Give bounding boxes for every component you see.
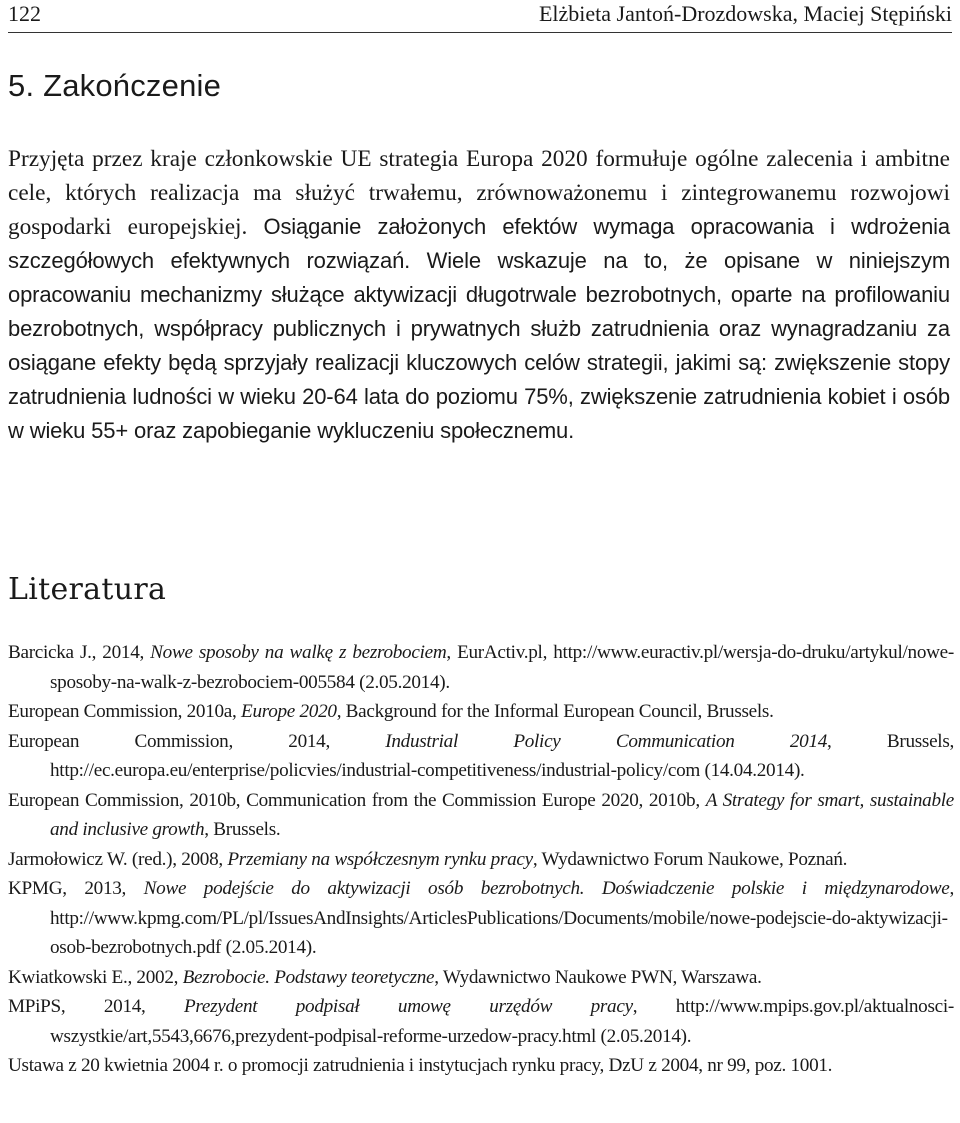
literature-heading: Literatura <box>8 572 167 607</box>
paragraph-text-part2: Osiąganie założonych efektów wymaga opracowania i wdrożenia szczegółowych efektywnych rozwiązań. Wiele wskazuje na to, że opisane w niniejszym opracowaniu mechanizmy służące aktywizacji długotrwale bezrobotnych, oparte na profilowaniu bezrobotnych, współpracy publicznych i prywatnych służb zatrudnienia oraz wynagradzaniu za osiągane efekty będą sprzyjały realizacji kluczowych celów strategii, jakimi są: zwiększenie stopy zatrudnienia ludności w wieku 20-64 lata do poziomu 75%, zwiększenie zatrudnienia kobiet i osób w wieku 55+ oraz zapobieganie wykluczeniu społecznemu. <box>8 214 950 443</box>
reference-item: KPMG, 2013, Nowe podejście do aktywizacji osób bezrobotnych. Doświadczenie polskie i międzynarodowe, http://www.kpmg.com/PL/pl/IssuesAndInsights/ArticlesPublications/Documents/mobile/nowe-podejscie-do-aktywizacji-osob-bezrobotnych.pdf (2.05.2014). <box>8 878 954 958</box>
conclusion-paragraph <box>8 142 950 448</box>
reference-item: European Commission, 2010a, Europe 2020, Background for the Informal European Council, Brussels. <box>8 701 774 722</box>
paragraph-text-part1: Przyjęta przez kraje członkowskie UE strategia Europa 2020 formułuje ogólne zalecenia i ambitne cele, których realizacja ma służyć trwałemu, zrównoważonemu i zintegrowanemu rozwojowi gospodarki europejskiej. <box>8 146 950 240</box>
page-number: 122 <box>8 1 41 26</box>
header-rule <box>8 32 952 33</box>
reference-item: European Commission, 2010b, Communication from the Commission Europe 2020, 2010b, A Strategy for smart, sustainable and inclusive growth, Brussels. <box>8 789 954 840</box>
reference-list <box>8 638 954 1081</box>
reference-item: Jarmołowicz W. (red.), 2008, Przemiany na współczesnym rynku pracy, Wydawnictwo Forum Naukowe, Poznań. <box>8 848 848 870</box>
reference-item: Kwiatkowski E., 2002, Bezrobocie. Podstawy teoretyczne, Wydawnictwo Naukowe PWN, Warszawa. <box>8 966 762 988</box>
reference-item: Ustawa z 20 kwietnia 2004 r. o promocji zatrudnienia i instytucjach rynku pracy, DzU z 2004, nr 99, poz. 1001. <box>8 1055 833 1076</box>
page-header <box>8 0 952 32</box>
reference-item: Barcicka J., 2014, Nowe sposoby na walkę z bezrobociem, EurActiv.pl, http://www.euractiv.pl/wersja-do-druku/artykul/nowe-sposoby-na-walk-z-bezrobociem-005584 (2.05.2014). <box>8 642 954 693</box>
running-head-authors: Elżbieta Jantoń-Drozdowska, Maciej Stępiński <box>538 1 952 26</box>
reference-item: European Commission, 2014, Industrial Policy Communication 2014, Brussels, http://ec.europa.eu/enterprise/policvies/industrial-competitiveness/industrial-policy/com (14.04.2014). <box>8 730 954 781</box>
section-heading: 5. Zakończenie <box>8 68 222 103</box>
reference-item: MPiPS, 2014, Prezydent podpisał umowę urzędów pracy, http://www.mpips.gov.pl/aktualnosci-wszystkie/art,5543,6676,prezydent-podpisal-reforme-urzedow-pracy.html (2.05.2014). <box>8 996 954 1047</box>
